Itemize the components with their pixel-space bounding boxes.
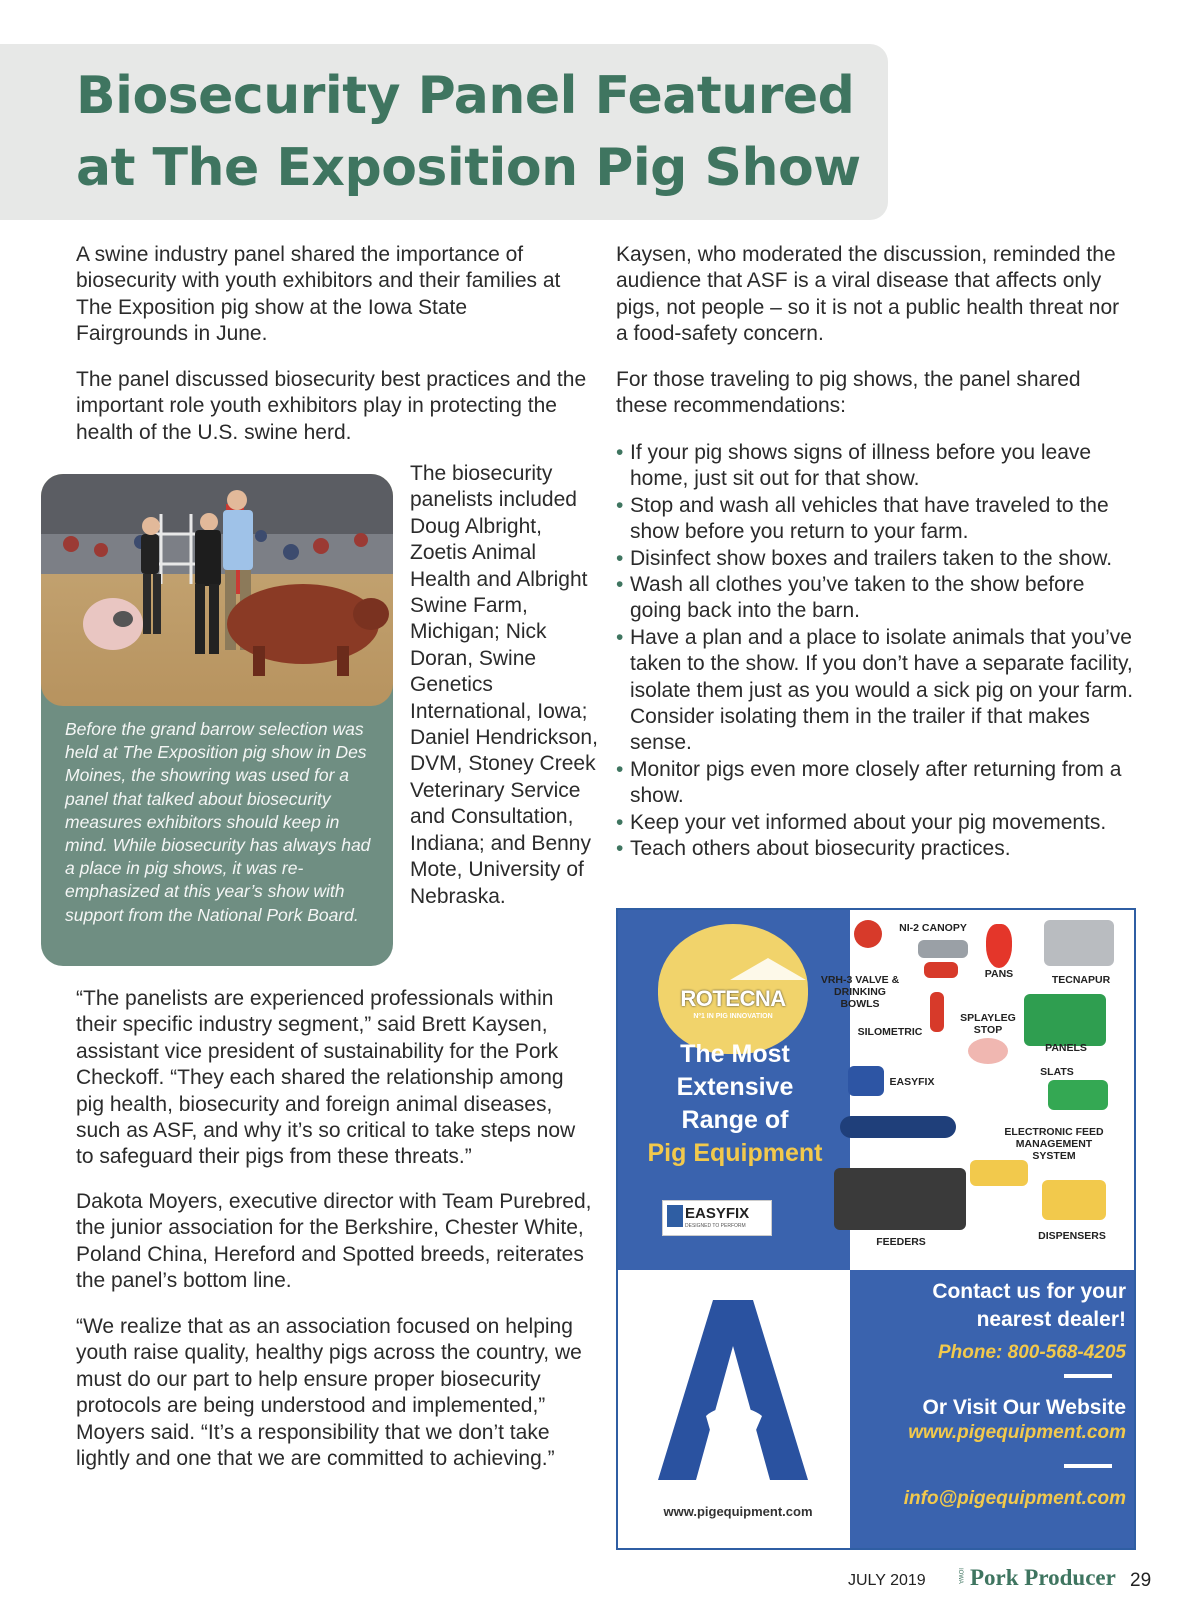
piglet-icon (968, 1038, 1008, 1064)
product-label: PANELS (1045, 1042, 1087, 1054)
recommendation-item: • Teach others about biosecurity practices. (616, 836, 1136, 862)
canopy-icon (918, 940, 968, 958)
recommendations-list (616, 440, 1136, 863)
ad-contact-line: nearest dealer! (976, 1308, 1126, 1331)
page-number: 29 (1130, 1570, 1152, 1591)
ad-divider (1064, 1464, 1112, 1468)
photo-caption: Before the grand barrow selection was held at The Exposition pig show in Des Moines, the showring was used for a panel that talked about biosecurity measures exhibitors should keep in mind. While biosecurity has always had a place in pig shows, it was re-emphasized at this year’s show with support from the National Pork Board. (65, 719, 371, 925)
rotecna-tagline: Nº1 IN PIG INNOVATION (693, 1013, 773, 1020)
pig-silhouette-icon (728, 950, 808, 990)
ad-headline-line: Extensive (676, 1073, 794, 1101)
ad-visit-label: Or Visit Our Website (922, 1396, 1126, 1419)
ad-website[interactable]: www.pigequipment.com (908, 1422, 1126, 1443)
product-label: ELECTRONIC FEED MANAGEMENT SYSTEM (1004, 1126, 1104, 1162)
recommendation-item: • Have a plan and a place to isolate animals that you’ve taken to the show. If you don’t have a separate facility, isolate them just as you would a sick pig on your farm. Consider isolating them in the trailer if that makes sense. (616, 625, 1136, 757)
right-paragraph-1: Kaysen, who moderated the discussion, reminded the audience that ASF is a viral disease that affects only pigs, not people – so it is not a public health threat nor a food-safety concern. (616, 243, 1120, 346)
ad-headline-line: Range of (681, 1106, 789, 1134)
product-label: VRH-3 VALVE & DRINKING BOWLS (820, 974, 900, 1010)
easyfix-badge-sub: DESIGNED TO PERFORM (685, 1223, 746, 1229)
pig-equipment-ad[interactable] (616, 908, 1136, 1550)
feed-system-icon (970, 1160, 1028, 1186)
rotecna-logo-text: ROTECNA (680, 986, 786, 1011)
recommendation-item: • Monitor pigs even more closely after returning from a show. (616, 757, 1136, 810)
recommendation-item: • Keep your vet informed about your pig movements. (616, 810, 1136, 836)
ad-headline-accent: Pig Equipment (647, 1139, 823, 1167)
ad-divider (1064, 1374, 1112, 1378)
ni2-canopy-icon (854, 920, 882, 948)
ad-phone[interactable]: Phone: 800-568-4205 (938, 1342, 1126, 1363)
ad-contact-line: Contact us for your (932, 1280, 1126, 1303)
panels-icon (1024, 994, 1106, 1046)
publication-state: IOWA (957, 1568, 963, 1584)
recommendation-item: • Wash all clothes you’ve taken to the show before going back into the barn. (616, 572, 1136, 625)
easyfix-badge (662, 1200, 772, 1236)
left-paragraph-5: Dakota Moyers, executive director with Team Purebred, the junior association for the Berkshire, Chester White, Poland China, Hereford and Spotted breeds, reiterates the panel’s bottom line. (76, 1190, 592, 1293)
easyfix-logo-icon (667, 1205, 683, 1227)
silometric-icon (930, 992, 944, 1032)
easyfix-badge-text: EASYFIX (685, 1205, 750, 1222)
ad-email[interactable]: info@pigequipment.com (903, 1488, 1126, 1509)
product-label: SLATS (1040, 1066, 1074, 1078)
product-label: FEEDERS (876, 1236, 926, 1248)
publication-name: Pork Producer (970, 1565, 1116, 1590)
toys-icon (840, 1116, 956, 1138)
product-label: TECNAPUR (1051, 974, 1111, 986)
left-paragraph-1: A swine industry panel shared the importance of biosecurity with youth exhibitors and their families at The Exposition pig show at the Iowa State Fairgrounds in June. (76, 243, 561, 346)
drinking-bowl-icon (924, 962, 958, 978)
article-title: Biosecurity Panel Featured at The Exposition Pig Show (76, 66, 861, 198)
easyfix-tool-icon (848, 1066, 884, 1096)
left-paragraph-3: The biosecurity panelists included Doug Albright, Zoetis Animal Health and Albright Swine Farm, Michigan; Nick Doran, Swine Genetics International, Iowa; Daniel Hendrickson, DVM, Stoney Creek Veterinary Service and Consultation, Indiana; and Benny Mote, University of Nebraska. (410, 462, 598, 908)
a-logo-icon (658, 1300, 808, 1480)
product-label: EASYFIX (889, 1076, 935, 1088)
ad-headline-line: The Most (680, 1040, 790, 1068)
issue-date: JULY 2019 (848, 1572, 926, 1589)
recommendation-item: • Disinfect show boxes and trailers taken to the show. (616, 546, 1136, 572)
dispensers-icon (1042, 1180, 1106, 1220)
feeders-icon (834, 1168, 966, 1230)
left-paragraph-2: The panel discussed biosecurity best practices and the important role youth exhibitors play in protecting the health of the U.S. swine herd. (76, 368, 587, 444)
product-label: PANS (984, 968, 1014, 980)
photo-card (41, 474, 393, 966)
pig-show-photo (41, 474, 393, 706)
product-label: SPLAYLEG STOP (960, 1012, 1016, 1036)
slats-icon (1048, 1080, 1108, 1110)
left-paragraph-4: “The panelists are experienced professionals within their specific industry segment,” said Brett Kaysen, assistant vice president of sustainability for the Pork Checkoff. “They each shared the relationship among pig health, biosecurity and foreign animal diseases, such as ASF, and why it’s so critical to take steps now to safeguard their pigs from these threats.” (76, 987, 576, 1169)
pig-show-image (41, 474, 393, 706)
ad-website-small[interactable]: www.pigequipment.com (663, 1504, 813, 1519)
recommendation-item: • If your pig shows signs of illness before you leave home, just sit out for that show. (616, 440, 1136, 493)
ad-headline (622, 1038, 848, 1170)
product-label: SILOMETRIC (857, 1026, 923, 1038)
tecnapur-icon (1044, 920, 1114, 966)
left-paragraph-6: “We realize that as an association focused on helping youth raise quality, healthy pigs across the country, we must do our part to help ensure proper biosecurity protocols are being understood and implemented,” Moyers said. “It’s a responsibility that we don’t take lightly and one that we are committed to achieving.” (76, 1315, 582, 1471)
pans-icon (986, 924, 1012, 968)
right-paragraph-2: For those traveling to pig shows, the panel shared these recommendations: (616, 368, 1081, 418)
recommendation-item: • Stop and wash all vehicles that have traveled to the show before you return to your farm. (616, 493, 1136, 546)
product-label: NI-2 CANOPY (899, 922, 967, 934)
product-label: DISPENSERS (1038, 1230, 1106, 1242)
